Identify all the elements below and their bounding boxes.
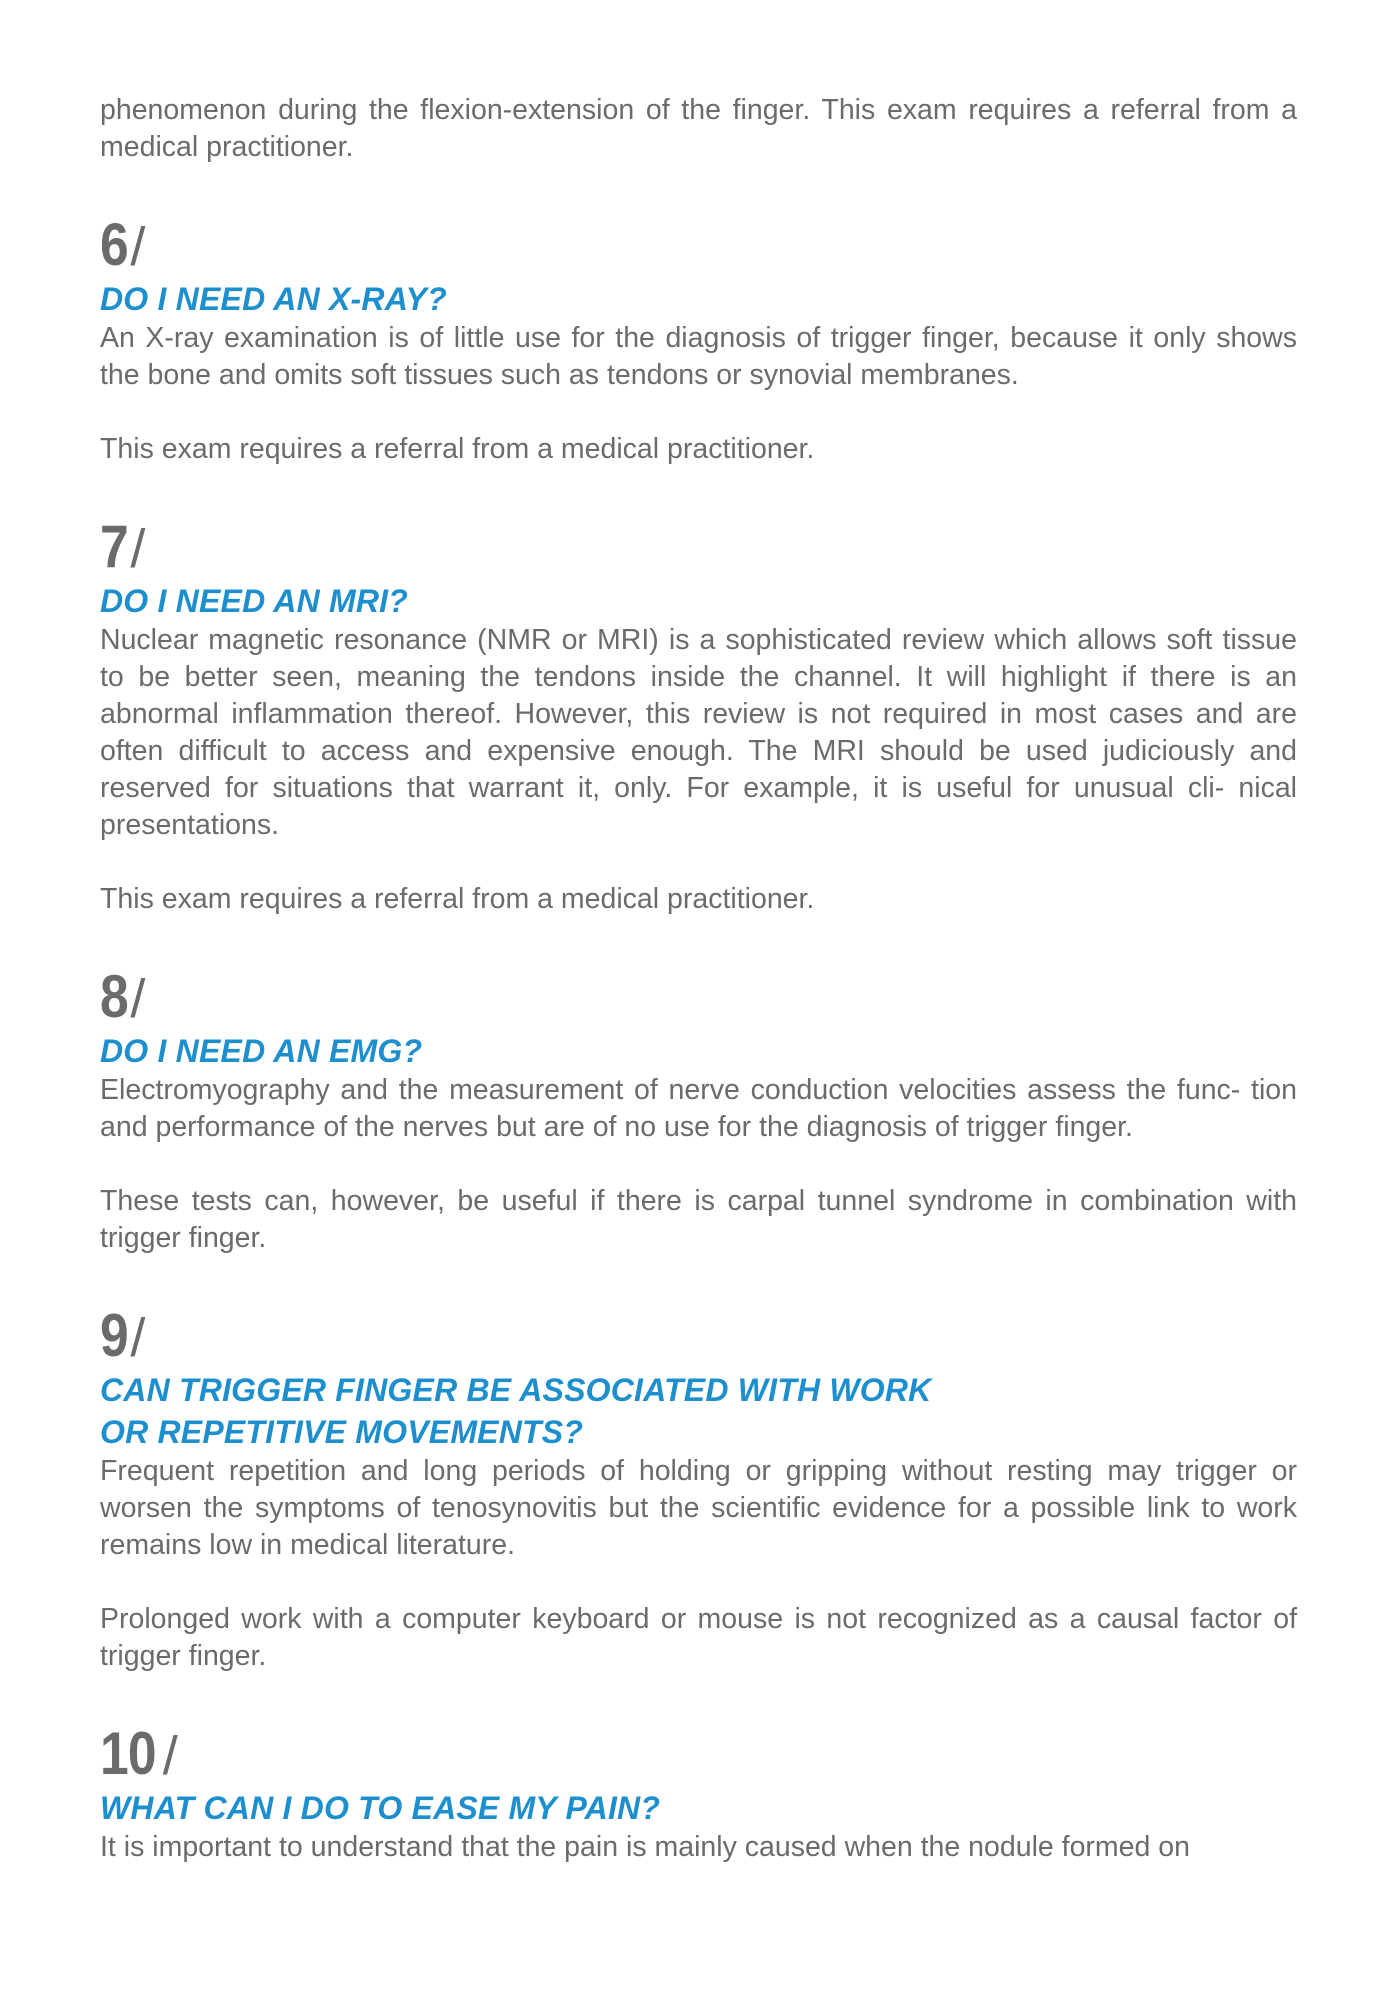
section-number: 8	[100, 963, 128, 1030]
section-10	[100, 1721, 1297, 1866]
section-slash: /	[130, 969, 146, 1029]
section-9	[100, 1303, 1297, 1675]
section-heading	[100, 1369, 1297, 1453]
section-paragraph: Prolonged work with a computer keyboard or mouse is not recognized as a causal factor of trigger finger.	[100, 1603, 1297, 1672]
section-number-row	[100, 1721, 1297, 1787]
section-number-row	[100, 1303, 1297, 1369]
section-paragraph: Frequent repetition and long periods of holding or gripping without resting may trigger or worsen the symptoms of tenosynovitis but the scientific evidence for a possible link to work remains low in medical literature.	[100, 1455, 1297, 1561]
section-number-row	[100, 964, 1297, 1030]
section-heading-line-2: OR REPETITIVE MOVEMENTS?	[100, 1414, 584, 1450]
section-paragraph: Electromyography and the measurement of nerve conduction velocities assess the func- tion and performance of the nerves but are of no use for the diagnosis of trigger finger.	[100, 1074, 1297, 1143]
section-paragraph: An X-ray examination is of little use for the diagnosis of trigger finger, because it only shows the bone and omits soft tissues such as tendons or synovial membranes.	[100, 322, 1297, 391]
section-slash: /	[130, 519, 146, 579]
section-number: 7	[100, 513, 128, 580]
section-number: 10	[100, 1720, 156, 1787]
section-number-row	[100, 212, 1297, 278]
section-paragraph: This exam requires a referral from a medical practitioner.	[100, 433, 815, 465]
section-heading: DO I NEED AN X-RAY?	[100, 281, 447, 317]
section-number-row	[100, 514, 1297, 580]
section-heading: DO I NEED AN MRI?	[100, 583, 408, 619]
intro-paragraph: phenomenon during the flexion-extension of the finger. This exam requires a referral from a medical practitioner.	[100, 94, 1297, 163]
section-slash: /	[130, 217, 146, 277]
section-8	[100, 964, 1297, 1257]
section-paragraph: This exam requires a referral from a medical practitioner.	[100, 883, 815, 915]
section-slash: /	[130, 1308, 146, 1368]
section-heading-line-1: CAN TRIGGER FINGER BE ASSOCIATED WITH WORK	[100, 1372, 932, 1408]
section-7	[100, 514, 1297, 918]
section-6	[100, 212, 1297, 468]
document-page	[100, 92, 1297, 1866]
section-heading: WHAT CAN I DO TO EASE MY PAIN?	[100, 1790, 661, 1826]
section-number: 9	[100, 1302, 128, 1369]
section-paragraph: Nuclear magnetic resonance (NMR or MRI) is a sophisticated review which allows soft tissue to be better seen, meaning the tendons inside the channel. It will highlight if there is an abnormal inflammation thereof. However, this review is not required in most cases and are often difficult to access and expensive enough. The MRI should be used judiciously and reserved for situations that warrant it, only. For example, it is useful for unusual cli- nical presentations.	[100, 624, 1297, 841]
section-slash: /	[162, 1726, 178, 1786]
section-paragraph: These tests can, however, be useful if there is carpal tunnel syndrome in combination with trigger finger.	[100, 1185, 1297, 1254]
section-paragraph: It is important to understand that the pain is mainly caused when the nodule formed on	[100, 1831, 1190, 1863]
section-number: 6	[100, 211, 128, 278]
section-heading: DO I NEED AN EMG?	[100, 1033, 423, 1069]
